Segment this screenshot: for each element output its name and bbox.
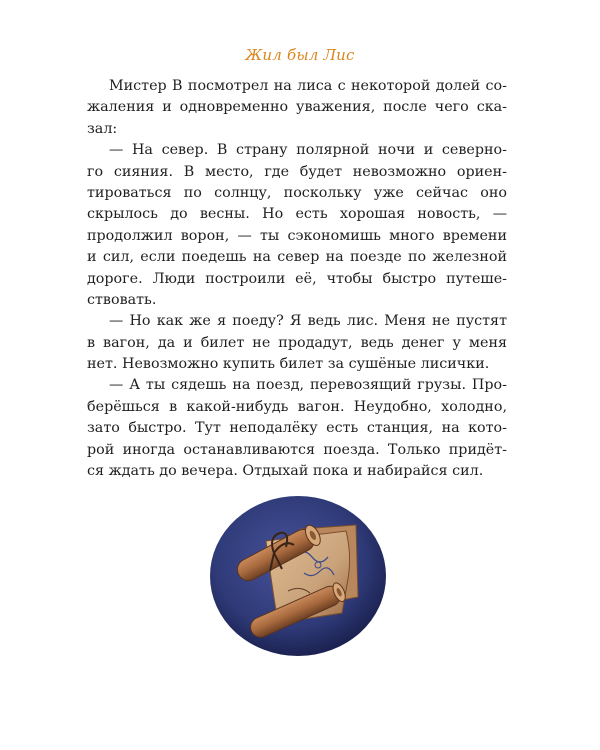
text-line: берёшься в какой-нибудь вагон. Неудобно, холодно, bbox=[87, 398, 507, 415]
text-line: жаления и одновременно уважения, после чего ска- bbox=[87, 99, 507, 116]
text-line: дороге. Люди построили её, чтобы быстро путеше- bbox=[87, 270, 507, 287]
body-text bbox=[87, 76, 507, 482]
text-line: го сияния. В место, где будет невозможно ориен- bbox=[87, 163, 507, 180]
scroll-map-icon bbox=[208, 495, 388, 657]
text-line: зато быстро. Тут неподалёку есть станция, на кото- bbox=[87, 420, 507, 437]
running-head: Жил был Лис bbox=[245, 46, 355, 64]
text-line: нет. Невозможно купить билет за сушёные лисички. bbox=[87, 356, 490, 373]
text-line: зал: bbox=[87, 120, 118, 137]
text-line: и сил, если поедешь на север на поезде по железной bbox=[87, 249, 507, 266]
text-line: — Но как же я поеду? Я ведь лис. Меня не пустят bbox=[109, 313, 507, 330]
text-line: в вагон, да и билет не продадут, ведь денег у меня bbox=[87, 334, 507, 351]
text-line: ся ждать до вечера. Отдыхай пока и набирайся сил. bbox=[87, 463, 484, 480]
text-line: скрылось до весны. Но есть хорошая новость, — bbox=[87, 206, 507, 223]
text-line: — А ты сядешь на поезд, перевозящий грузы. Про- bbox=[109, 377, 507, 394]
text-line: продолжил ворон, — ты сэкономишь много времени bbox=[87, 227, 507, 244]
text-line: рой иногда останавливаются поезда. Только придёт- bbox=[87, 441, 507, 458]
text-line: — На север. В страну полярной ночи и северно- bbox=[109, 142, 507, 159]
text-line: Мистер В посмотрел на лиса с некоторой долей со- bbox=[109, 78, 507, 94]
scroll-map-illustration bbox=[208, 495, 388, 657]
text-line: ствовать. bbox=[87, 291, 157, 308]
text-line: тироваться по солнцу, поскольку уже сейчас оно bbox=[87, 184, 507, 201]
